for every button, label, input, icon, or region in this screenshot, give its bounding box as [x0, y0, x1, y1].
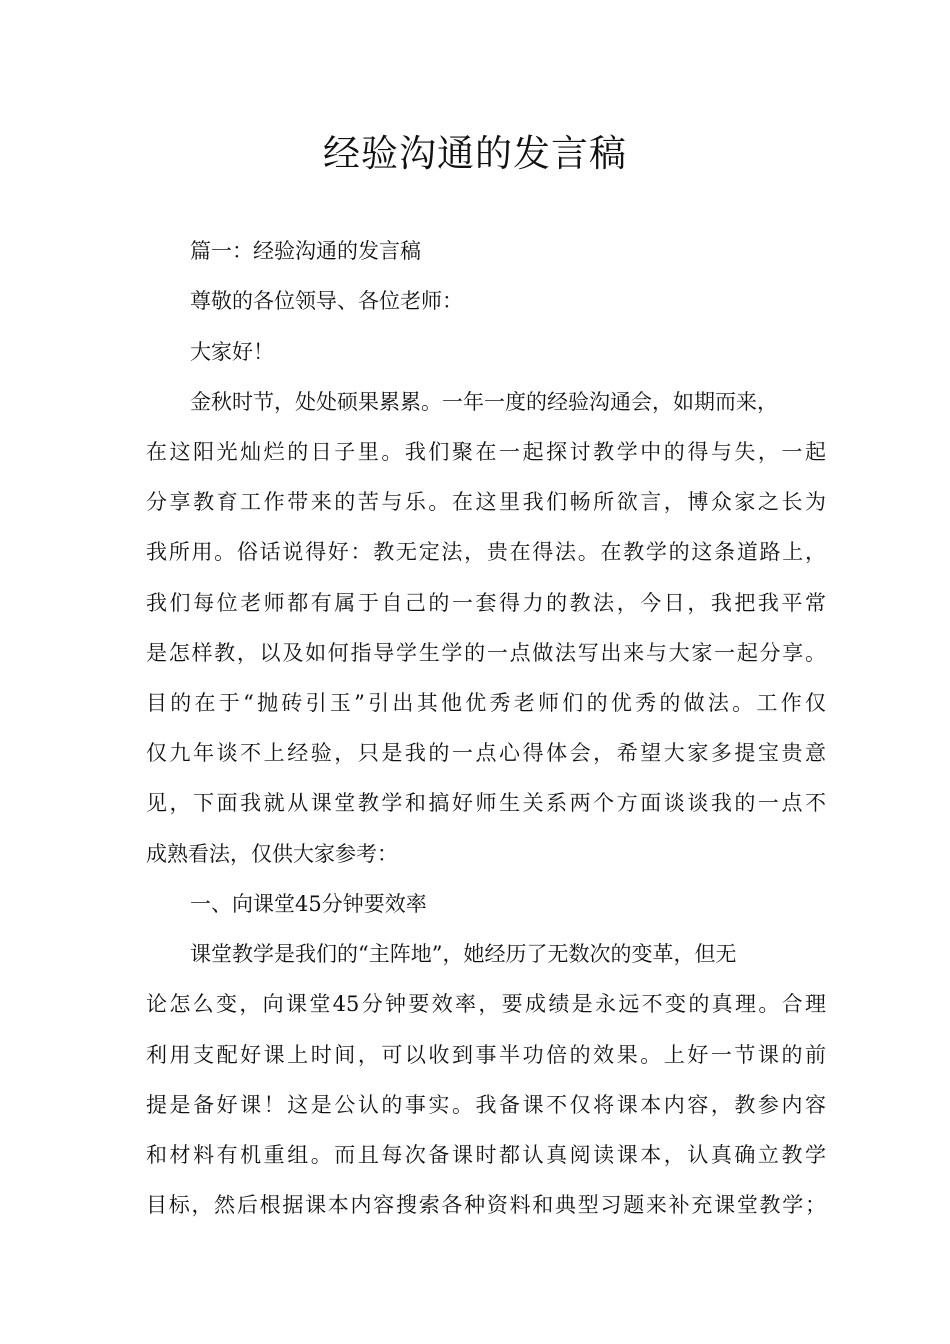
- document-title: 经验沟通的发言稿: [323, 132, 627, 175]
- paragraph-line: 是怎样教，以及如何指导学生学的一点做法写出来与大家一起分享。: [146, 641, 826, 665]
- greeting-line: 大家好！: [190, 340, 274, 364]
- paragraph-line: 仅九年谈不上经验，只是我的一点心得体会，希望大家多提宝贵意: [146, 741, 826, 765]
- salutation-line: 尊敬的各位领导、各位老师：: [190, 289, 463, 313]
- paragraph-line: 论怎么变，向课堂45分钟要效率，要成绩是永远不变的真理。合理: [146, 992, 826, 1016]
- section-heading: 一、向课堂45分钟要效率: [190, 892, 427, 916]
- paragraph-line: 提是备好课！这是公认的事实。我备课不仅将课本内容，教参内容: [146, 1093, 826, 1117]
- paragraph-line: 成熟看法，仅供大家参考：: [146, 842, 398, 866]
- subtitle-line: 篇一：经验沟通的发言稿: [190, 239, 421, 263]
- paragraph-line: 在这阳光灿烂的日子里。我们聚在一起探讨教学中的得与失，一起: [146, 440, 826, 464]
- paragraph-line: 和材料有机重组。而且每次备课时都认真阅读课本，认真确立教学: [146, 1143, 826, 1167]
- paragraph-line: 我们每位老师都有属于自己的一套得力的教法，今日，我把我平常: [146, 591, 826, 615]
- paragraph-line: 我所用。俗话说得好：教无定法，贵在得法。在教学的这条道路上，: [146, 540, 826, 564]
- paragraph-line: 目的在于“抛砖引玉”引出其他优秀老师们的优秀的做法。工作仅: [146, 691, 826, 715]
- paragraph-line: 利用支配好课上时间，可以收到事半功倍的效果。上好一节课的前: [146, 1043, 826, 1067]
- paragraph-line: 目标，然后根据课本内容搜索各种资料和典型习题来补充课堂教学；: [146, 1193, 826, 1217]
- paragraph-line: 见，下面我就从课堂教学和搞好师生关系两个方面谈谈我的一点不: [146, 791, 826, 815]
- paragraph-line: 课堂教学是我们的“主阵地”，她经历了无数次的变革，但无: [190, 942, 737, 966]
- paragraph-line: 分享教育工作带来的苦与乐。在这里我们畅所欲言，博众家之长为: [146, 490, 826, 514]
- paragraph-line: 金秋时节，处处硕果累累。一年一度的经验沟通会，如期而来，: [190, 390, 778, 414]
